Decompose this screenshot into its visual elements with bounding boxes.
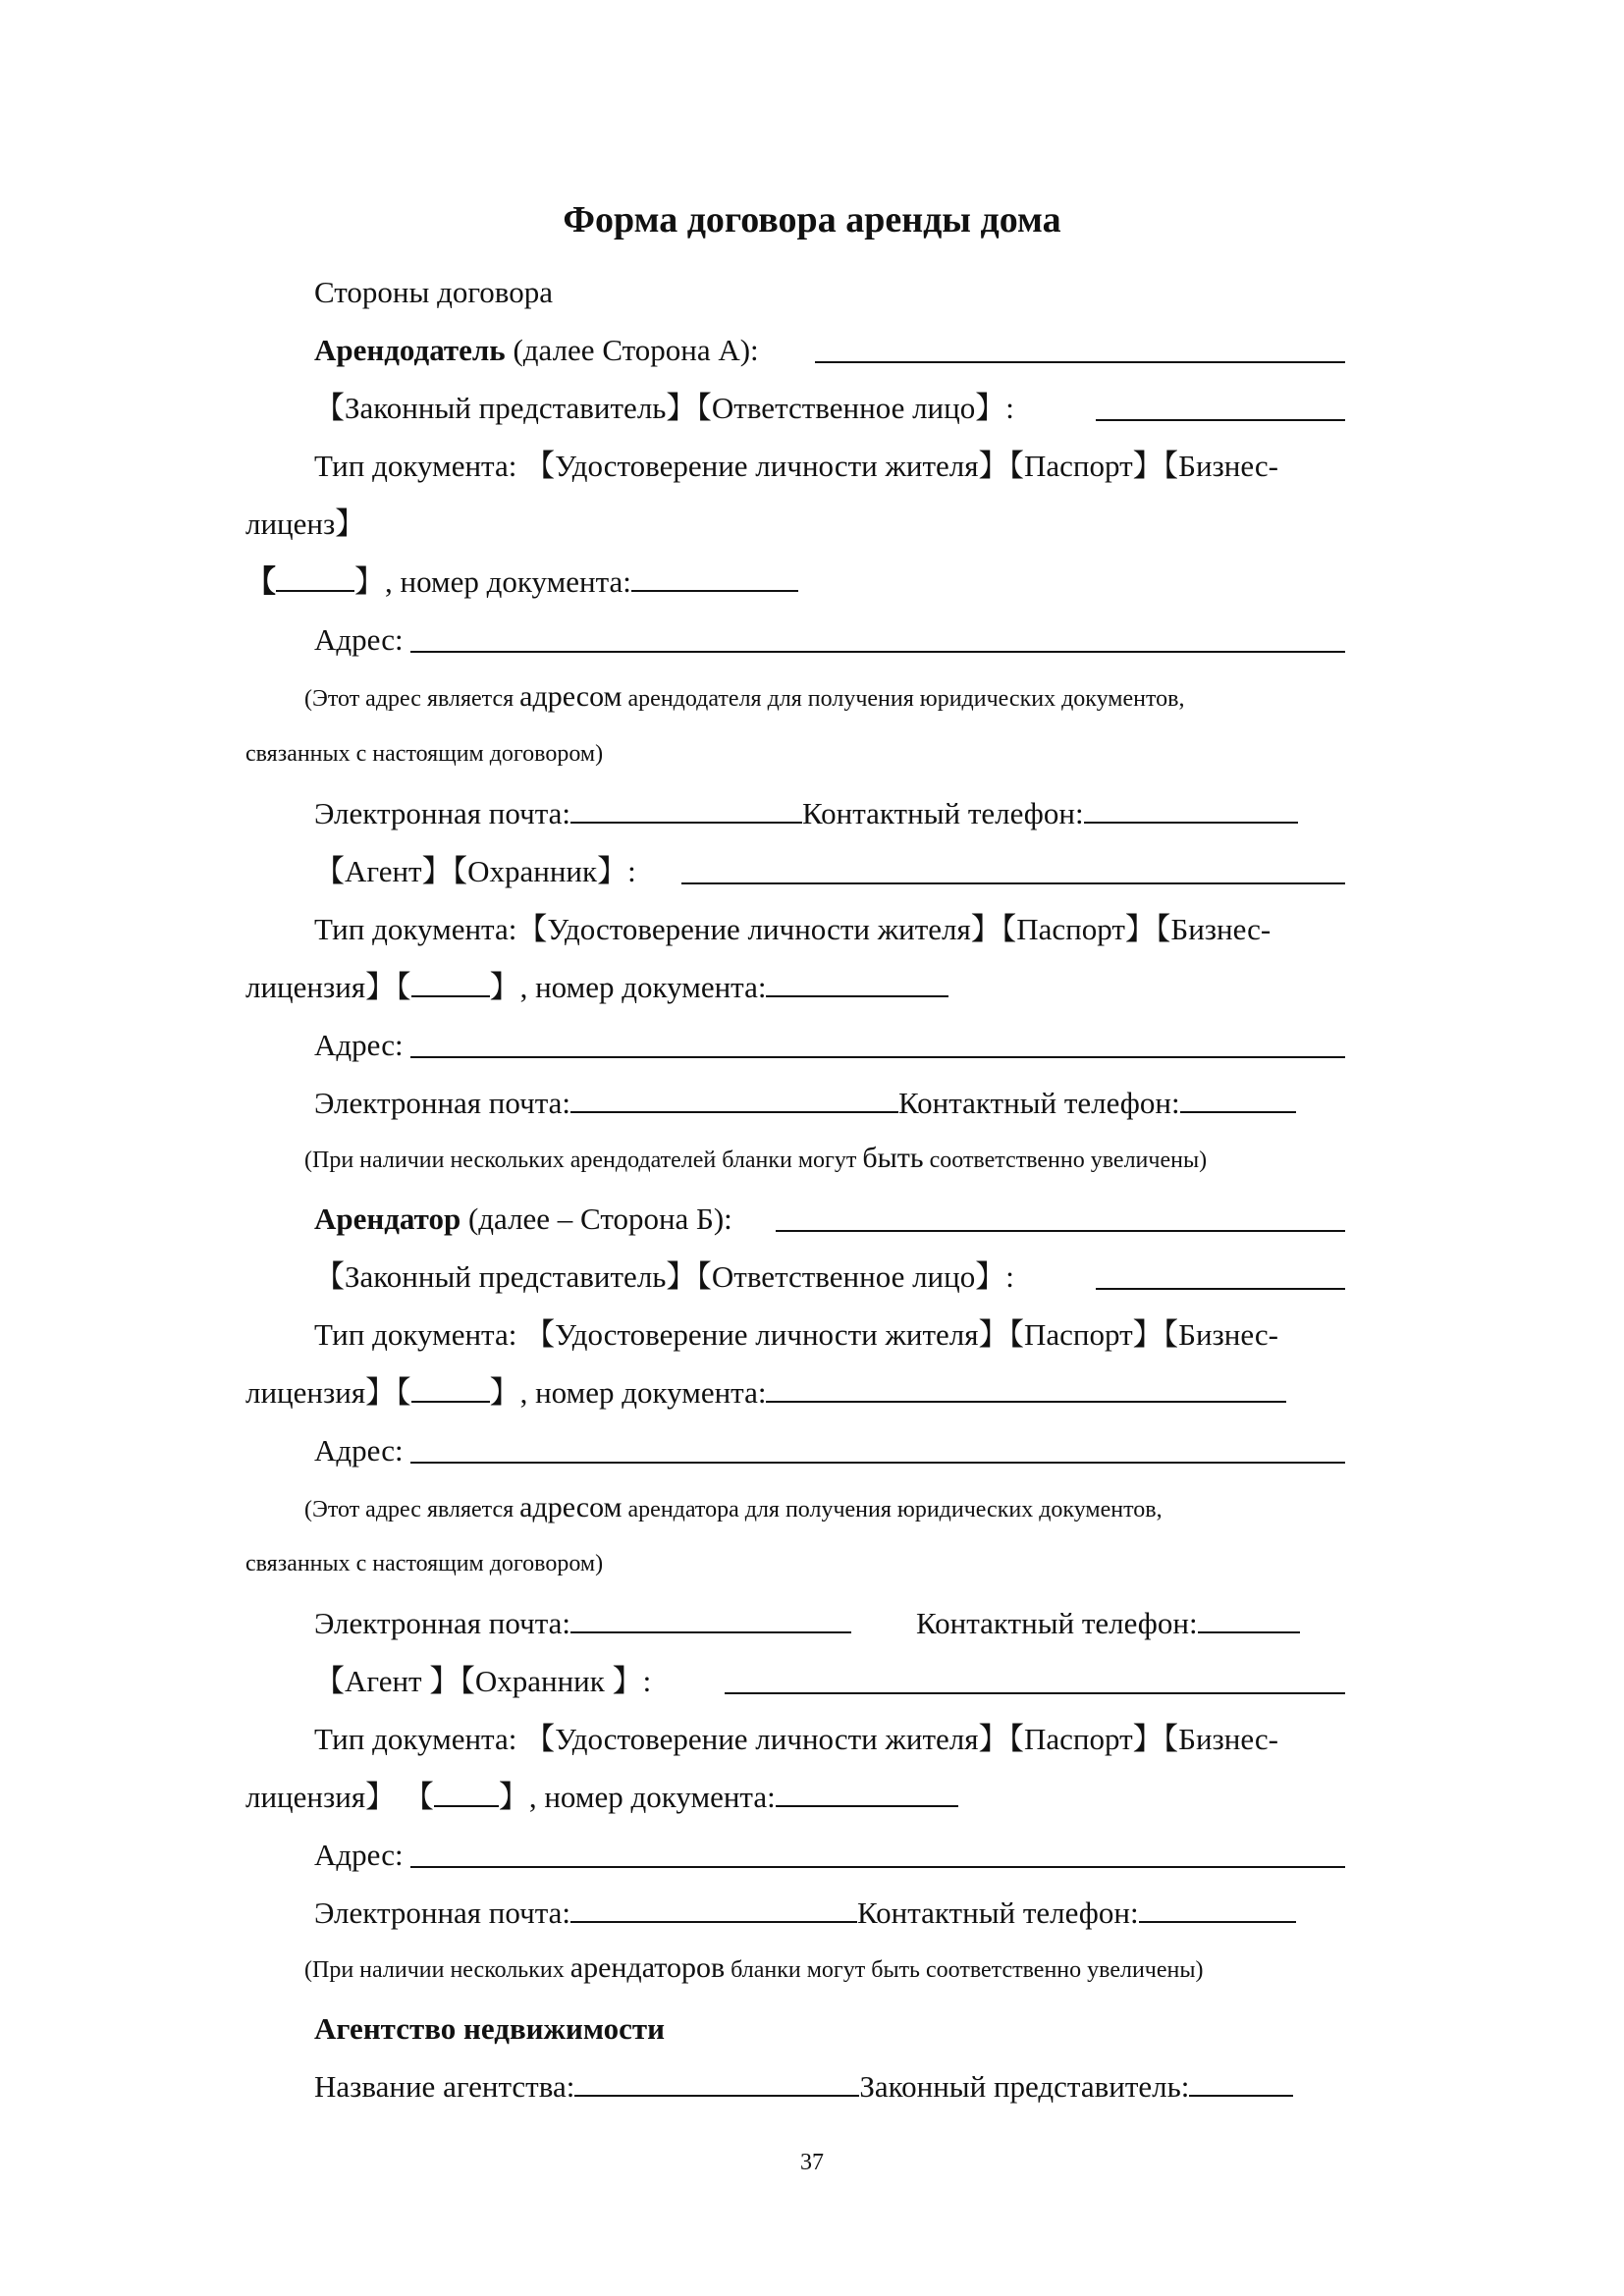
- landlord-address-note: (Этот адрес является адресом арендодателя для получения юридических документов,: [304, 680, 1185, 713]
- landlord-rep-field[interactable]: [1096, 419, 1345, 421]
- page-number: 37: [800, 2150, 824, 2175]
- landlord-email-field[interactable]: [570, 796, 802, 824]
- agency-rep-field[interactable]: [1189, 2069, 1293, 2097]
- landlord-name-field[interactable]: [815, 361, 1345, 363]
- tenant-doc-number-field[interactable]: [766, 1375, 1286, 1403]
- tenant-email-phone-line: Электронная почта: Контактный телефон:: [314, 1600, 1300, 1647]
- landlord-email-phone-line: Электронная почта: Контактный телефон:: [314, 790, 1298, 837]
- document-title: Форма договора аренды дома: [563, 199, 1061, 240]
- landlord-agent-doc-other-field[interactable]: [411, 970, 490, 997]
- tenant-doc-type-line1: Тип документа: 【Удостоверение личности жителя】【Паспорт】【Бизнес-: [314, 1317, 1278, 1352]
- tenant-agent-email-phone-line: Электронная почта: Контактный телефон:: [314, 1890, 1296, 1937]
- tenant-agent-doc-number-field[interactable]: [776, 1780, 958, 1807]
- agency-heading: Агентство недвижимости: [314, 2011, 665, 2046]
- tenant-agent-email-field[interactable]: [570, 1896, 857, 1923]
- tenant-label-suffix: (далее – Сторона Б):: [460, 1201, 732, 1236]
- landlord-agent-email-phone-line: Электронная почта: Контактный телефон:: [314, 1080, 1296, 1127]
- landlord-address-field[interactable]: [410, 651, 1345, 653]
- landlord-rep-line: 【Законный представитель】【Ответственное лицо】:: [314, 391, 1014, 425]
- landlord-doc-type-line1: Тип документа: 【Удостоверение личности жителя】【Паспорт】【Бизнес-: [314, 449, 1278, 483]
- landlord-agent-doc-type-line1: Тип документа:【Удостоверение личности жителя】【Паспорт】【Бизнес-: [314, 912, 1272, 946]
- tenant-email-field[interactable]: [570, 1606, 851, 1633]
- tenant-label: Арендатор: [314, 1201, 461, 1236]
- tenant-agent-field[interactable]: [725, 1692, 1345, 1694]
- landlord-agent-phone-field[interactable]: [1180, 1086, 1296, 1113]
- landlord-agent-doc-number-field[interactable]: [766, 970, 948, 997]
- landlord-doc-number-field[interactable]: [631, 564, 798, 592]
- tenant-multi-note: (При наличии нескольких арендаторов бланки могут быть соответственно увеличены): [304, 1951, 1204, 1984]
- landlord-agent-field[interactable]: [681, 882, 1345, 884]
- landlord-agent-line: 【Агент】【Охранник】:: [314, 854, 636, 888]
- tenant-name-field[interactable]: [776, 1230, 1345, 1232]
- tenant-rep-line: 【Законный представитель】【Ответственное лицо】:: [314, 1259, 1014, 1294]
- landlord-doc-other-field[interactable]: [276, 564, 354, 592]
- landlord-multi-note: (При наличии нескольких арендодателей бланки могут быть соответственно увеличены): [304, 1142, 1208, 1174]
- tenant-phone-field[interactable]: [1198, 1606, 1300, 1633]
- tenant-doc-number-line: лицензия】【 】, номер документа:: [245, 1369, 1286, 1416]
- parties-heading: Стороны договора: [314, 275, 553, 309]
- landlord-agent-email-field[interactable]: [570, 1086, 898, 1113]
- tenant-rep-field[interactable]: [1096, 1288, 1345, 1290]
- tenant-address-field[interactable]: [410, 1462, 1345, 1464]
- landlord-address-label: Адрес:: [314, 622, 404, 657]
- tenant-agent-line: 【Агент 】【Охранник 】:: [314, 1664, 652, 1698]
- tenant-agent-phone-field[interactable]: [1139, 1896, 1296, 1923]
- landlord-agent-address-field[interactable]: [410, 1056, 1345, 1058]
- tenant-doc-other-field[interactable]: [411, 1375, 490, 1403]
- landlord-phone-field[interactable]: [1084, 796, 1298, 824]
- landlord-agent-address-label: Адрес:: [314, 1028, 404, 1062]
- landlord-address-note-line2: связанных с настоящим договором): [245, 741, 604, 767]
- agency-name-field[interactable]: [574, 2069, 859, 2097]
- agency-line: Название агентства: Законный представитель:: [314, 2063, 1293, 2110]
- tenant-agent-doc-other-field[interactable]: [434, 1780, 499, 1807]
- landlord-doc-number-line: 【 】, номер документа:: [245, 559, 798, 606]
- tenant-agent-doc-type-line1: Тип документа: 【Удостоверение личности жителя】【Паспорт】【Бизнес-: [314, 1722, 1278, 1756]
- landlord-doc-type-line2: лиценз】: [245, 507, 366, 541]
- landlord-agent-doc-number-line: лицензия】【 】, номер документа:: [245, 964, 948, 1011]
- tenant-agent-address-label: Адрес:: [314, 1838, 404, 1872]
- landlord-label-line: [314, 327, 759, 374]
- tenant-agent-doc-number-line: лицензия】 【 】, номер документа:: [245, 1774, 958, 1821]
- tenant-address-label: Адрес:: [314, 1433, 404, 1468]
- landlord-label: Арендодатель: [314, 333, 506, 367]
- landlord-label-suffix: (далее Сторона А):: [505, 333, 759, 367]
- tenant-agent-address-field[interactable]: [410, 1866, 1345, 1868]
- tenant-address-note-line2: связанных с настоящим договором): [245, 1551, 604, 1576]
- tenant-address-note: (Этот адрес является адресом арендатора для получения юридических документов,: [304, 1491, 1163, 1523]
- tenant-label-line: [314, 1196, 732, 1243]
